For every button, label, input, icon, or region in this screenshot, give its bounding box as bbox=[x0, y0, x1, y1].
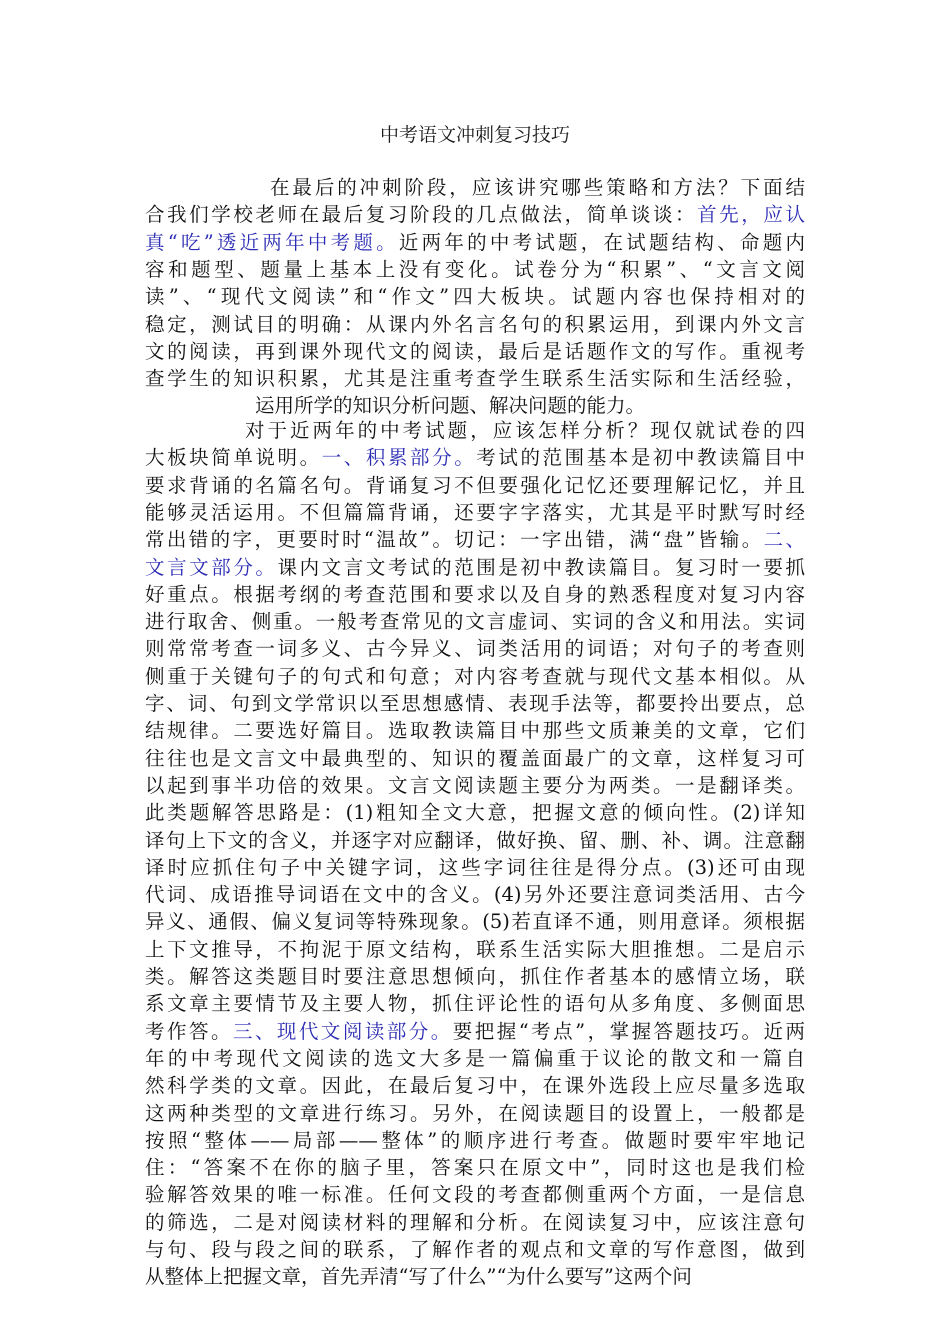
paragraph2-line bbox=[145, 827, 805, 854]
paragraph2-line bbox=[145, 772, 805, 799]
paragraph2-line bbox=[145, 690, 805, 717]
paragraph2-line bbox=[145, 881, 805, 908]
paragraph2-line bbox=[145, 1154, 805, 1181]
line-text: 在最后的冲刺阶段，应该讲究哪些策略和方法？下面结 bbox=[270, 176, 805, 199]
paragraph2-line bbox=[145, 1127, 805, 1154]
paragraph2-line bbox=[245, 417, 805, 444]
line-text: 文的阅读，再到课外现代文的阅读，最后是话题作文的写作。重视考 bbox=[145, 339, 805, 363]
paragraph2-line bbox=[145, 472, 805, 499]
line-text: 对于近两年的中考试题，应该怎样分析？现仅就试卷的四 bbox=[245, 419, 805, 442]
paragraph2-line bbox=[145, 1181, 805, 1208]
line-text: 这两种类型的文章进行练习。另外，在阅读题目的设置上，一般都是 bbox=[145, 1101, 805, 1125]
paragraph1-line bbox=[145, 365, 805, 392]
line-text: 大板块简单说明。 bbox=[145, 446, 322, 470]
paragraph1-line bbox=[145, 229, 805, 256]
paragraph2-line bbox=[145, 1263, 805, 1290]
section-heading: 一、积累部分。 bbox=[321, 446, 477, 470]
paragraph2-line bbox=[145, 854, 805, 881]
paragraph2-line bbox=[145, 1072, 805, 1099]
line-text: 要求背诵的名篇名句。背诵复习不但要强化记忆还要理解记忆，并且 bbox=[145, 473, 805, 497]
line-text: 异义、通假、偏义复词等特殊现象。(5)若直译不通，则用意译。须根据 bbox=[145, 910, 805, 934]
paragraph2-line bbox=[145, 526, 805, 553]
paragraph2-line bbox=[145, 1236, 805, 1263]
section-heading: 二、 bbox=[763, 528, 805, 552]
line-text: 侧重于关键句子的句式和句意；对内容考查就与现代文基本相似。从 bbox=[145, 664, 805, 688]
paragraph1-line bbox=[145, 311, 805, 338]
line-text: 查学生的知识积累，尤其是注重考查学生联系生活实际和生活经验， bbox=[145, 367, 805, 391]
line-text: 容和题型、题量上基本上没有变化。试卷分为“积累”、“文言文阅 bbox=[145, 257, 805, 281]
page-title: 中考语文冲刺复习技巧 bbox=[379, 124, 570, 146]
paragraph2-line bbox=[145, 936, 805, 963]
line-text: 考作答。 bbox=[145, 1019, 233, 1043]
line-text: 住：“答案不在你的脑子里，答案只在原文中”，同时这也是我们检 bbox=[145, 1156, 805, 1180]
line-text: 系文章主要情节及主要人物，抓住评论性的语句从多角度、多侧面思 bbox=[145, 992, 805, 1016]
line-text: 常出错的字，更要时时“温故”。切记：一字出错，满“盘”皆输。 bbox=[145, 528, 764, 552]
line-text: 课内文言文考试的范围是初中教读篇目。复习时一要抓 bbox=[277, 555, 805, 579]
section-heading: 首先，应认 bbox=[697, 203, 805, 227]
line-text: 代词、成语推导词语在文中的含义。(4)另外还要注意词类活用、古今 bbox=[145, 883, 805, 907]
line-text: 运用所学的知识分析问题、解决问题的能力。 bbox=[255, 394, 646, 418]
paragraph2-line bbox=[145, 908, 805, 935]
line-text: 字、词、句到文学常识以至思想感情、表现手法等，都要拎出要点，总 bbox=[145, 692, 805, 715]
paragraph1-line bbox=[145, 283, 805, 310]
line-text: 译句上下文的含义，并逐字对应翻译，做好换、留、删、补、调。注意翻 bbox=[145, 828, 805, 852]
line-text: 好重点。根据考纲的考查范围和要求以及自身的熟悉程度对复习内容 bbox=[145, 582, 805, 606]
line-text: 的筛选，二是对阅读材料的理解和分析。在阅读复习中，应该注意句 bbox=[145, 1210, 805, 1234]
line-text: 年的中考现代文阅读的选文大多是一篇偏重于议论的散文和一篇自 bbox=[145, 1046, 805, 1070]
paragraph2-line bbox=[145, 1209, 805, 1236]
line-text: 读”、“现代文阅读”和“作文”四大板块。试题内容也保持相对的 bbox=[145, 285, 805, 309]
paragraph2-line bbox=[145, 1100, 805, 1127]
paragraph2-line bbox=[145, 745, 805, 772]
paragraph2-line bbox=[145, 608, 805, 635]
line-text: 从整体上把握文章，首先弄清“写了什么”“为什么要写”这两个问 bbox=[145, 1265, 692, 1289]
section-heading: 文言文部分。 bbox=[145, 555, 278, 579]
paragraph2-line bbox=[145, 1018, 805, 1045]
line-text: 考试的范围基本是初中教读篇目中 bbox=[476, 446, 805, 470]
line-text: 往往也是文言文中最典型的、知识的覆盖面最广的文章，这样复习可 bbox=[145, 746, 805, 770]
paragraph2-line bbox=[145, 499, 805, 526]
section-heading: 三、现代文阅读部分。 bbox=[232, 1019, 453, 1043]
paragraph1-line bbox=[270, 174, 805, 201]
paragraph2-line bbox=[145, 663, 805, 690]
line-text: 近两年的中考试题，在试题结构、命题内 bbox=[398, 230, 805, 254]
paragraph1-line bbox=[145, 256, 805, 283]
line-text: 要把握“考点”，掌握答题技巧。近两 bbox=[452, 1019, 805, 1043]
line-text: 稳定，测试目的明确：从课内外名言名句的积累运用，到课内外文言 bbox=[145, 312, 805, 336]
paragraph1-line bbox=[145, 201, 805, 228]
line-text: 能够灵活运用。不但篇篇背诵，还要字字落实，尤其是平时默写时经 bbox=[145, 500, 805, 524]
paragraph2-line bbox=[145, 990, 805, 1017]
paragraph2-line bbox=[145, 799, 805, 826]
paragraph2-line bbox=[145, 444, 805, 471]
line-text: 则常常考查一词多义、古今异义、词类活用的词语；对句子的考查则 bbox=[145, 637, 805, 661]
paragraph2-line bbox=[145, 554, 805, 581]
line-text: 进行取舍、侧重。一般考查常见的文言虚词、实词的含义和用法。实词 bbox=[145, 610, 805, 634]
paragraph1-line bbox=[145, 338, 805, 365]
line-text: 然科学类的文章。因此，在最后复习中，在课外选段上应尽量多选取 bbox=[145, 1074, 805, 1098]
paragraph1-line bbox=[255, 392, 805, 419]
paragraph2-line bbox=[145, 635, 805, 662]
line-text: 与句、段与段之间的联系，了解作者的观点和文章的写作意图，做到 bbox=[145, 1238, 805, 1261]
line-text: 验解答效果的唯一标准。任何文段的考查都侧重两个方面，一是信息 bbox=[145, 1183, 805, 1207]
line-text: 按照“整体——局部——整体”的顺序进行考查。做题时要牢牢地记 bbox=[145, 1128, 805, 1152]
line-text: 类。解答这类题目时要注意思想倾向，抓住作者基本的感情立场，联 bbox=[145, 965, 805, 988]
paragraph2-line bbox=[145, 581, 805, 608]
paragraph2-line bbox=[145, 963, 805, 990]
paragraph2-line bbox=[145, 717, 805, 744]
line-text: 结规律。二要选好篇目。选取教读篇目中那些文质兼美的文章，它们 bbox=[145, 719, 805, 743]
line-text: 以起到事半功倍的效果。文言文阅读题主要分为两类。一是翻译类。 bbox=[145, 773, 805, 797]
paragraph2-line bbox=[145, 1045, 805, 1072]
line-text: 译时应抓住句子中关键字词，这些字词往往是得分点。(3)还可由现 bbox=[145, 855, 805, 879]
line-text: 合我们学校老师在最后复习阶段的几点做法，简单谈谈： bbox=[145, 203, 698, 227]
line-text: 上下文推导，不拘泥于原文结构，联系生活实际大胆推想。二是启示 bbox=[145, 937, 805, 961]
line-text: 此类题解答思路是：(1)粗知全文大意，把握文意的倾向性。(2)详知 bbox=[145, 801, 805, 825]
section-heading: 真“吃”透近两年中考题。 bbox=[145, 230, 399, 254]
